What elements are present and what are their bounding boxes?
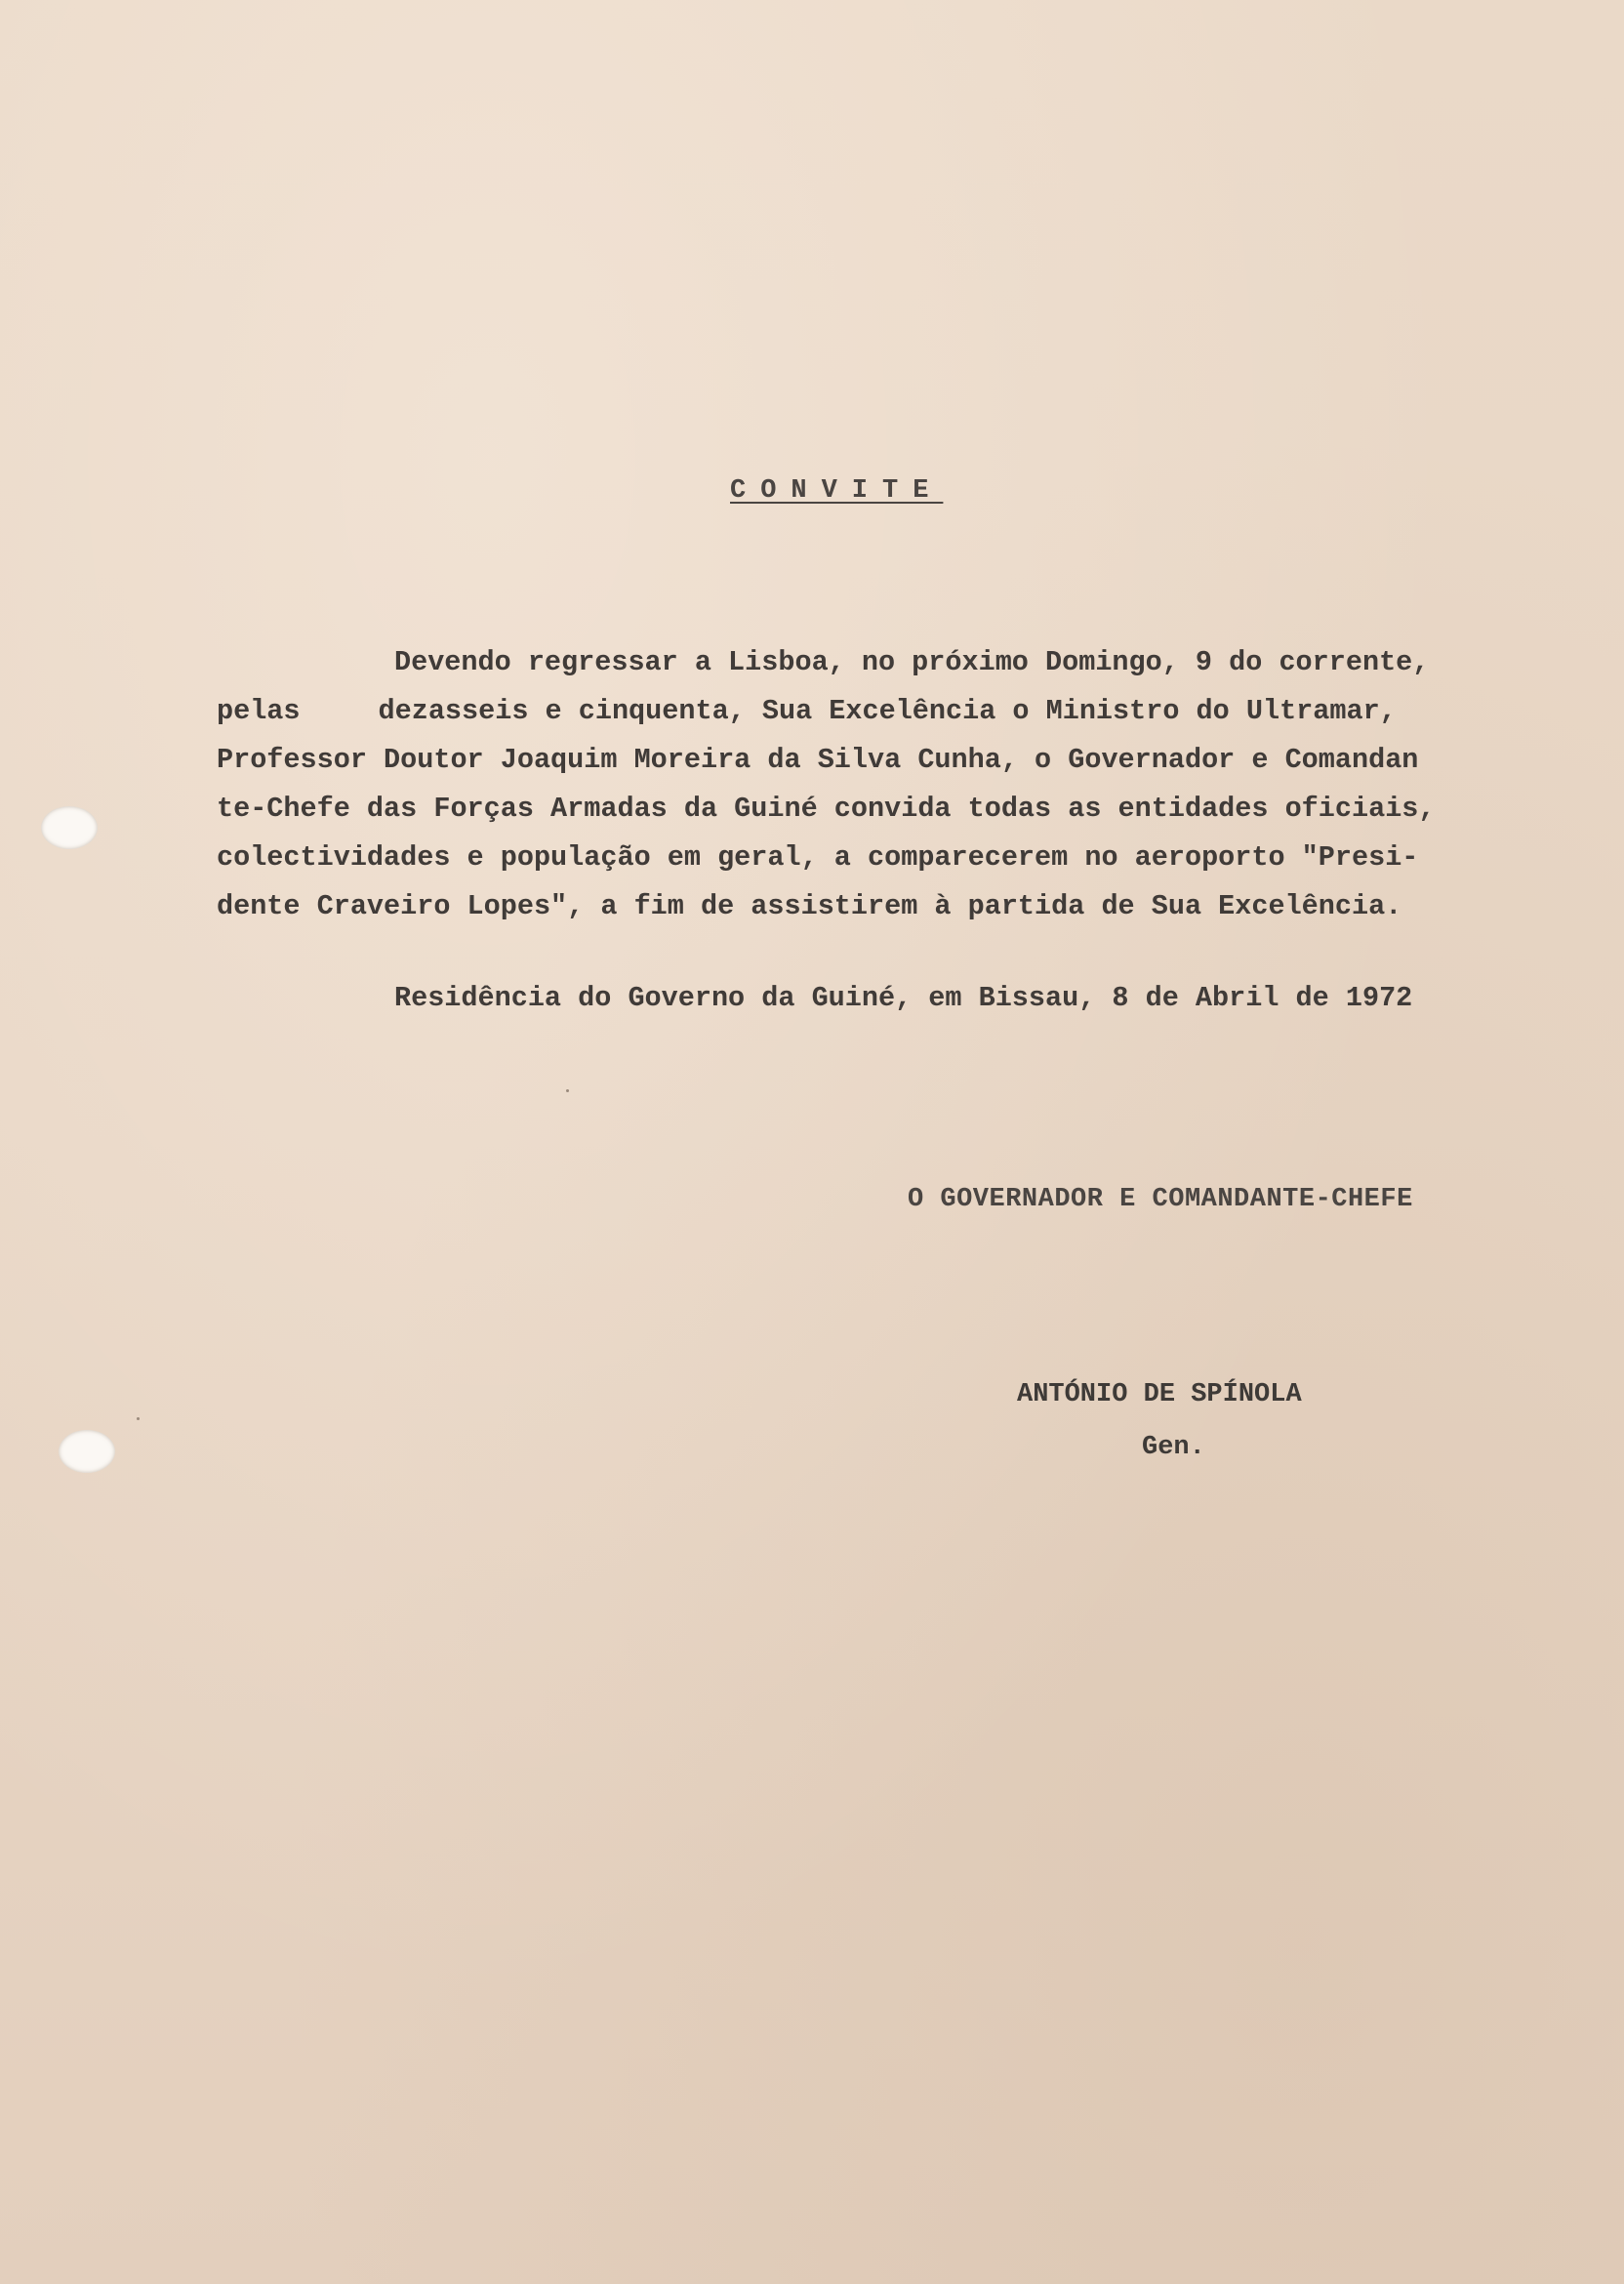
- paper-speck: [566, 1089, 569, 1092]
- invitation-body: [217, 638, 1524, 931]
- body-line-6: dente Craveiro Lopes", a fim de assistirem à partida de Sua Excelência.: [217, 890, 1402, 922]
- signer-office: O GOVERNADOR E COMANDANTE-CHEFE: [908, 1185, 1413, 1214]
- signer-name: ANTÓNIO DE SPÍNOLA: [1017, 1380, 1302, 1409]
- signer-rank: Gen.: [1142, 1433, 1205, 1462]
- body-line-2-end: dezasseis e cinquenta, Sua Excelência o Ministro do Ultramar,: [378, 695, 1397, 727]
- punch-hole-bottom: [59, 1430, 115, 1473]
- body-line-4: te-Chefe das Forças Armadas da Guiné convida todas as entidades oficiais,: [217, 793, 1436, 825]
- body-line-5: colectividades e população em geral, a comparecerem no aeroporto "Presi-: [217, 841, 1419, 874]
- body-line-3: Professor Doutor Joaquim Moreira da Silva Cunha, o Governador e Comandan: [217, 744, 1419, 776]
- body-line-1: Devendo regressar a Lisboa, no próximo Domingo, 9 do corrente,: [394, 646, 1430, 678]
- body-line-2: [217, 687, 1524, 736]
- document-title: CONVITE: [730, 476, 944, 506]
- body-line-2-start: pelas: [217, 695, 301, 727]
- place-and-date: Residência do Governo da Guiné, em Bissau, 8 de Abril de 1972: [394, 982, 1413, 1014]
- paper-speck: [137, 1417, 140, 1420]
- punch-hole-top: [41, 806, 98, 849]
